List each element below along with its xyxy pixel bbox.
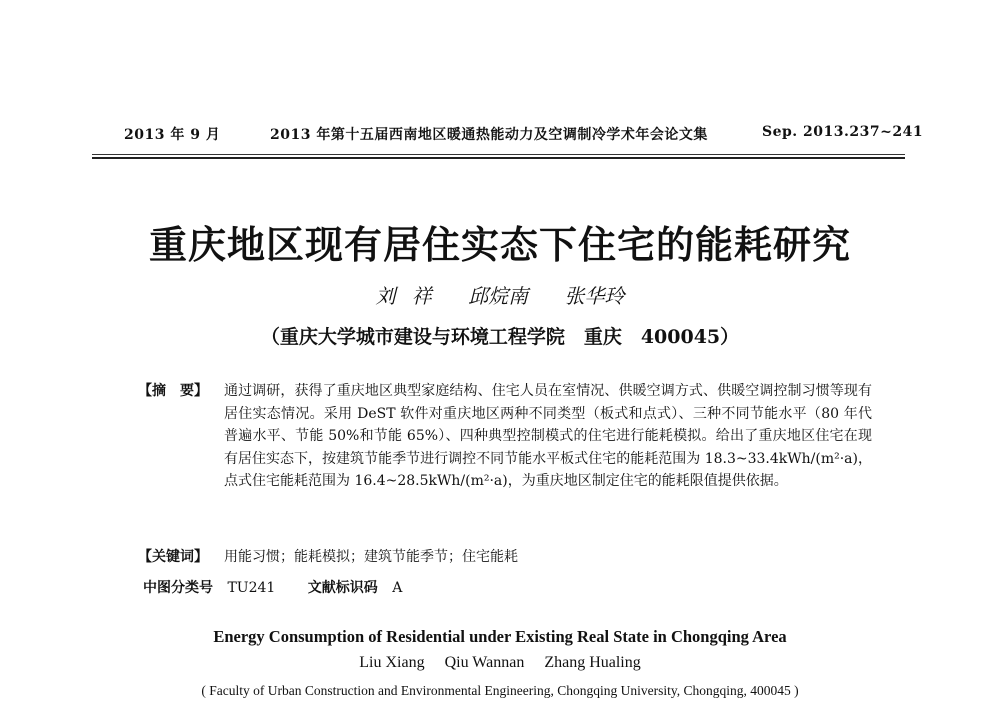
- author-cn-1: 刘 祥: [375, 284, 432, 308]
- affiliation-cn: （重庆大学城市建设与环境工程学院 重庆 400045）: [260, 326, 740, 348]
- classification-row: [143, 577, 402, 597]
- keywords-text: 用能习惯；能耗模拟；建筑节能季节；住宅能耗: [224, 549, 518, 565]
- header-date: 2013 年 9 月: [124, 127, 221, 143]
- author-cn-2: 邱烷南: [468, 284, 529, 308]
- author-en-3: Zhang Hualing: [544, 654, 641, 671]
- author-en-2: Qiu Wannan: [444, 654, 525, 671]
- doc-code-value: A: [392, 580, 403, 596]
- clc-label: 中图分类号: [143, 580, 213, 596]
- paper-title-cn: 重庆地区现有居住实态下住宅的能耗研究: [148, 223, 851, 267]
- authors-en: [0, 654, 1000, 672]
- paper-title-en: Energy Consumption of Residential under Existing Real State in Chongqing Area: [213, 627, 787, 646]
- abstract-label: 【摘 要】: [138, 383, 208, 399]
- header-rule-thick: [92, 157, 905, 159]
- doc-code-label: 文献标识码: [307, 580, 378, 596]
- clc-value: TU241: [227, 580, 276, 596]
- header-rule-thin: [92, 154, 905, 155]
- header-pages: Sep. 2013.237~241: [762, 124, 924, 140]
- header-proceedings: 2013 年第十五届西南地区暖通热能动力及空调制冷学术年会论文集: [270, 127, 708, 143]
- affiliation-en: ( Faculty of Urban Construction and Environmental Engineering, Chongqing University, Chongqing, 400045 ): [201, 683, 799, 698]
- author-en-1: Liu Xiang: [359, 654, 425, 671]
- abstract-text: 通过调研，获得了重庆地区典型家庭结构、住宅人员在室情况、供暖空调方式、供暖空调控制习惯等现有居住实态情况。采用 DeST 软件对重庆地区两种不同类型（板式和点式）、三种不同节能水平（80 年代普遍水平、节能 50%和节能 65%）、四种典型控制模式的住宅进行能耗模拟。给出了重庆地区住宅在现有居住实态下，按建筑节能季节进行调控不同节能水平板式住宅的能耗范围为 18.3~33.4kWh/(m²·a)，点式住宅能耗范围为 16.4~28.5kWh/(m²·a)，为重庆地区制定住宅的能耗限值提供依据。: [224, 383, 872, 490]
- keywords-label: 【关键词】: [138, 549, 208, 565]
- author-cn-3: 张华玲: [564, 284, 625, 308]
- authors-cn: [0, 280, 1000, 309]
